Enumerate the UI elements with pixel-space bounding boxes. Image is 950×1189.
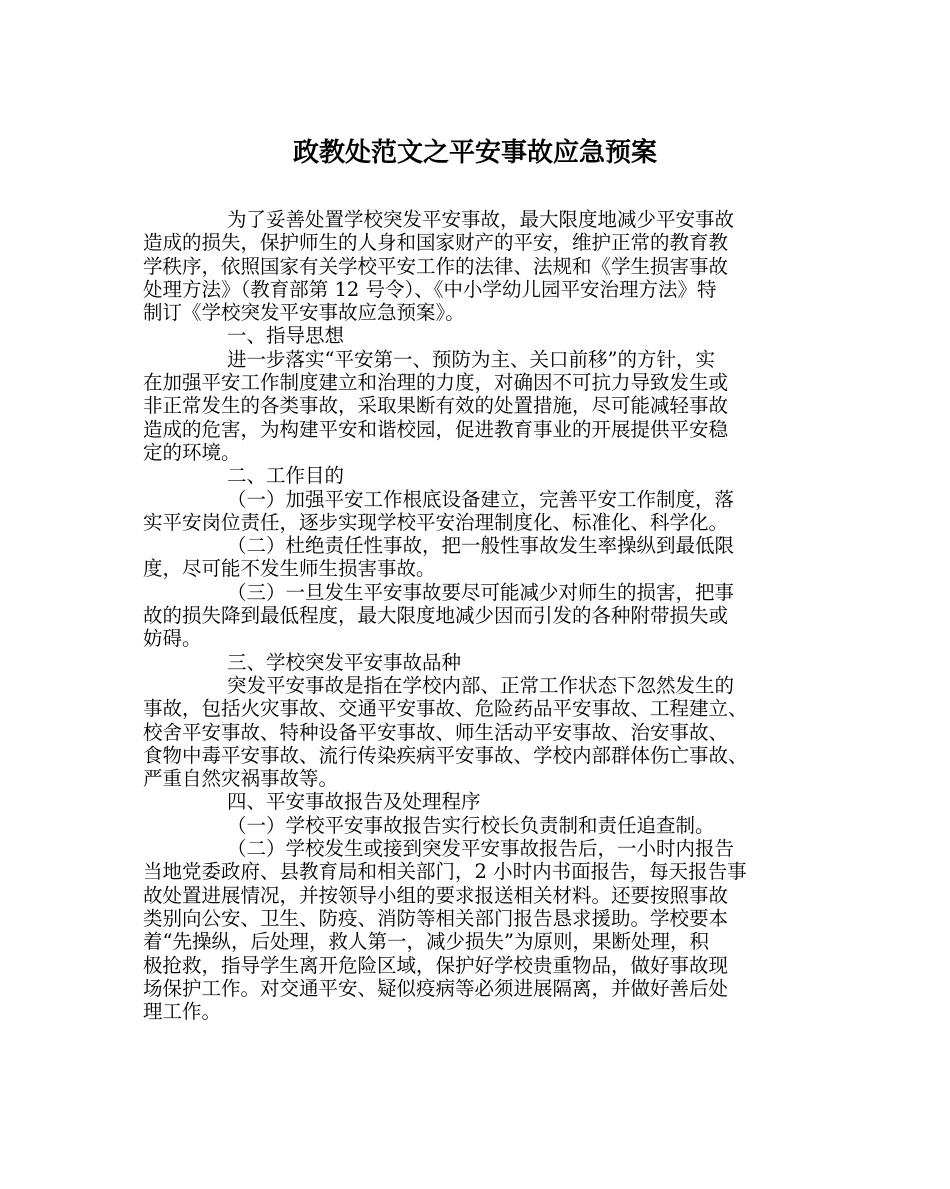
text-line: 度，尽可能不发生师生损害事故。	[143, 557, 436, 581]
text-line: 二、工作目的	[227, 464, 345, 488]
document-body	[143, 208, 823, 1023]
text-line: 场保护工作。对交通平安、疑似疫病等必须进展隔离，并做好善后处	[143, 976, 729, 1000]
text-line: 校舍平安事故、特种设备平安事故、师生活动平安事故、治安事故、	[143, 720, 729, 744]
text-line: 四、平安事故报告及处理程序	[227, 790, 481, 814]
text-line: 一、指导思想	[227, 324, 345, 348]
text-line: （二）学校发生或接到突发平安事故报告后，一小时内报告	[227, 837, 735, 861]
text-line: 食物中毒平安事故、流行传染疾病平安事故、学校内部群体伤亡事故、	[143, 743, 748, 767]
text-line: 学秩序，依照国家有关学校平安工作的法律、法规和《学生损害事故	[143, 254, 729, 278]
text-line: 妨碍。	[143, 627, 202, 651]
text-line: 进一步落实“平安第一、预防为主、关口前移”的方针，实	[227, 347, 715, 371]
text-line: 类别向公安、卫生、防疫、消防等相关部门报告恳求援助。学校要本	[143, 906, 729, 930]
text-line: 制订《学校突发平安事故应急预案》。	[143, 301, 465, 325]
text-line: （三）一旦发生平安事故要尽可能减少对师生的损害，把事	[227, 580, 735, 604]
text-line: 在加强平安工作制度建立和治理的力度，对确因不可抗力导致发生或	[143, 371, 729, 395]
text-line: 着“先操纵，后处理，救人第一，减少损失”为原则，果断处理，积	[143, 930, 709, 954]
text-line: （二）杜绝责任性事故，把一般性事故发生率操纵到最低限	[227, 534, 735, 558]
text-line: 理工作。	[143, 1000, 222, 1024]
text-line: 事故，包括火灾事故、交通平安事故、危险药品平安事故、工程建立、	[143, 697, 748, 721]
document-title: 政教处范文之平安事故应急预案	[292, 138, 657, 168]
text-line: 当地党委政府、县教育局和相关部门，2 小时内书面报告，每天报告事	[143, 860, 747, 884]
text-line: （一）加强平安工作根底设备建立，完善平安工作制度，落	[227, 487, 735, 511]
text-line: 处理方法》（教育部第 12 号令）、《中小学幼儿园平安治理方法》特	[143, 277, 717, 301]
text-line: 三、学校突发平安事故品种	[227, 650, 462, 674]
text-line: 实平安岗位责任，逐步实现学校平安治理制度化、标准化、科学化。	[143, 510, 729, 534]
text-line: 严重自然灾祸事故等。	[143, 767, 339, 791]
text-line: 为了妥善处置学校突发平安事故，最大限度地减少平安事故	[227, 208, 735, 231]
text-line: 极抢救，指导学生离开危险区域，保护好学校贵重物品，做好事故现	[143, 953, 729, 977]
text-line: 造成的损失，保护师生的人身和国家财产的平安，维护正常的教育教	[143, 231, 729, 255]
text-line: 非正常发生的各类事故，采取果断有效的处置措施，尽可能减轻事故	[143, 394, 729, 418]
text-line: 故处置进展情况，并按领导小组的要求报送相关材料。还要按照事故	[143, 883, 729, 907]
text-line: 造成的危害，为构建平安和谐校园，促进教育事业的开展提供平安稳	[143, 417, 729, 441]
text-line: 定的环境。	[143, 440, 241, 464]
text-line: 故的损失降到最低程度，最大限度地减少因而引发的各种附带损失或	[143, 604, 729, 628]
text-line: （一）学校平安事故报告实行校长负责制和责任追查制。	[227, 813, 715, 837]
text-line: 突发平安事故是指在学校内部、正常工作状态下忽然发生的	[227, 673, 735, 697]
